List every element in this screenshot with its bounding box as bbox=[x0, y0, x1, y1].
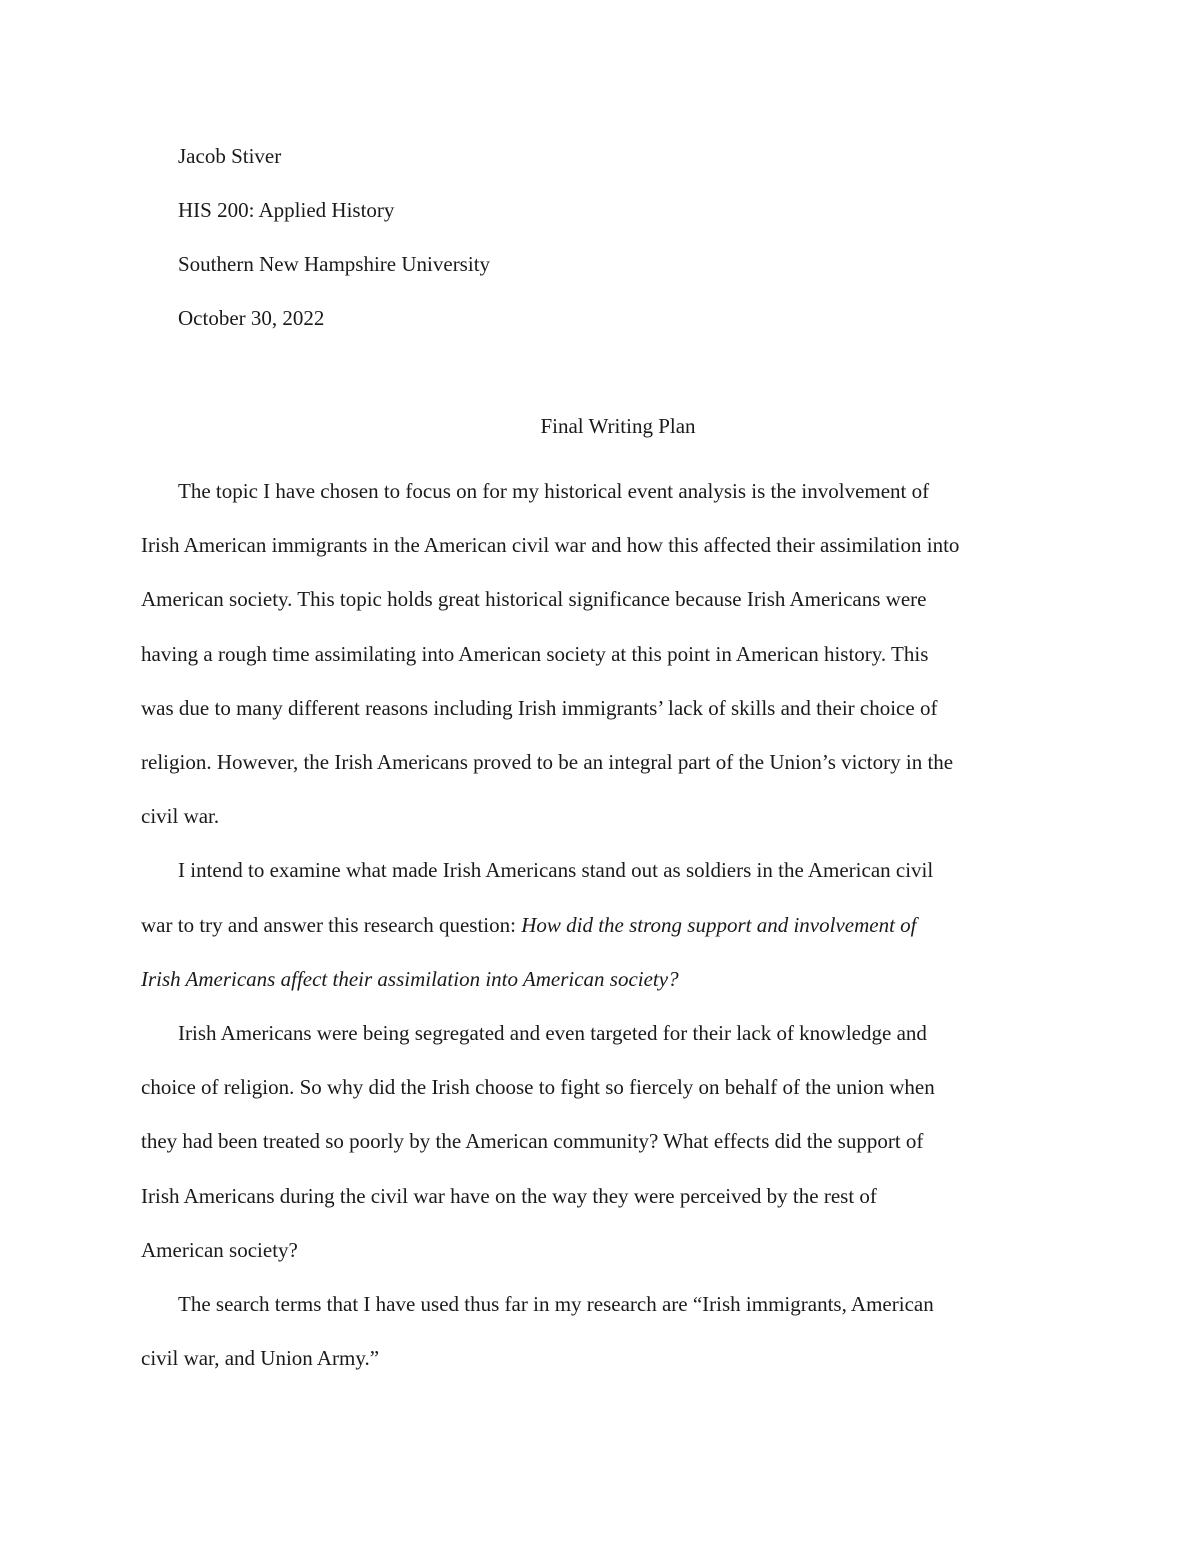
paragraph-line: was due to many different reasons including Irish immigrants’ lack of skills and their choice of bbox=[141, 695, 938, 720]
paragraph-line: American society? bbox=[141, 1237, 298, 1262]
paragraph-line: civil war, and Union Army.” bbox=[141, 1346, 380, 1371]
research-question-text: How did the strong support and involvement of bbox=[521, 912, 917, 937]
paragraph-line bbox=[141, 898, 1076, 952]
paragraph-line: they had been treated so poorly by the American community? What effects did the support of bbox=[141, 1129, 924, 1154]
paragraph-topic bbox=[141, 464, 1076, 843]
paragraph-questions bbox=[141, 1006, 1076, 1277]
paragraph-line: Irish Americans were being segregated and even targeted for their lack of knowledge and bbox=[178, 1021, 927, 1046]
paragraph-line: American society. This topic holds great historical significance because Irish Americans were bbox=[141, 587, 927, 612]
paragraph-line: choice of religion. So why did the Irish choose to fight so fiercely on behalf of the union when bbox=[141, 1075, 935, 1100]
document-title: Final Writing Plan bbox=[540, 414, 696, 438]
paragraph-line: The search terms that I have used thus far in my research are “Irish immigrants, American bbox=[178, 1292, 934, 1317]
paragraph-line: Irish American immigrants in the American civil war and how this affected their assimilation into bbox=[141, 533, 960, 558]
author-name: Jacob Stiver bbox=[178, 144, 282, 168]
paragraph-line: civil war. bbox=[141, 804, 220, 829]
institution-name: Southern New Hampshire University bbox=[178, 252, 491, 276]
paragraph-line bbox=[141, 952, 1076, 1006]
header-block bbox=[178, 140, 1078, 356]
document-date: October 30, 2022 bbox=[178, 306, 325, 330]
course-name: HIS 200: Applied History bbox=[178, 198, 395, 222]
document-body bbox=[141, 464, 1076, 1385]
research-question-text: Irish Americans affect their assimilation into American society? bbox=[141, 966, 679, 991]
paragraph-line: The topic I have chosen to focus on for my historical event analysis is the involvement of bbox=[178, 479, 930, 503]
paragraph-search-terms bbox=[141, 1277, 1076, 1385]
paragraph-line: having a rough time assimilating into American society at this point in American history. This bbox=[141, 641, 929, 666]
research-question-lead-in: war to try and answer this research question: bbox=[141, 912, 522, 937]
paragraph-line: I intend to examine what made Irish Americans stand out as soldiers in the American civil bbox=[178, 858, 934, 883]
paragraph-research-question bbox=[141, 843, 1076, 1006]
paragraph-line: religion. However, the Irish Americans proved to be an integral part of the Union’s victory in the bbox=[141, 750, 954, 775]
paragraph-line: Irish Americans during the civil war have on the way they were perceived by the rest of bbox=[141, 1183, 877, 1208]
